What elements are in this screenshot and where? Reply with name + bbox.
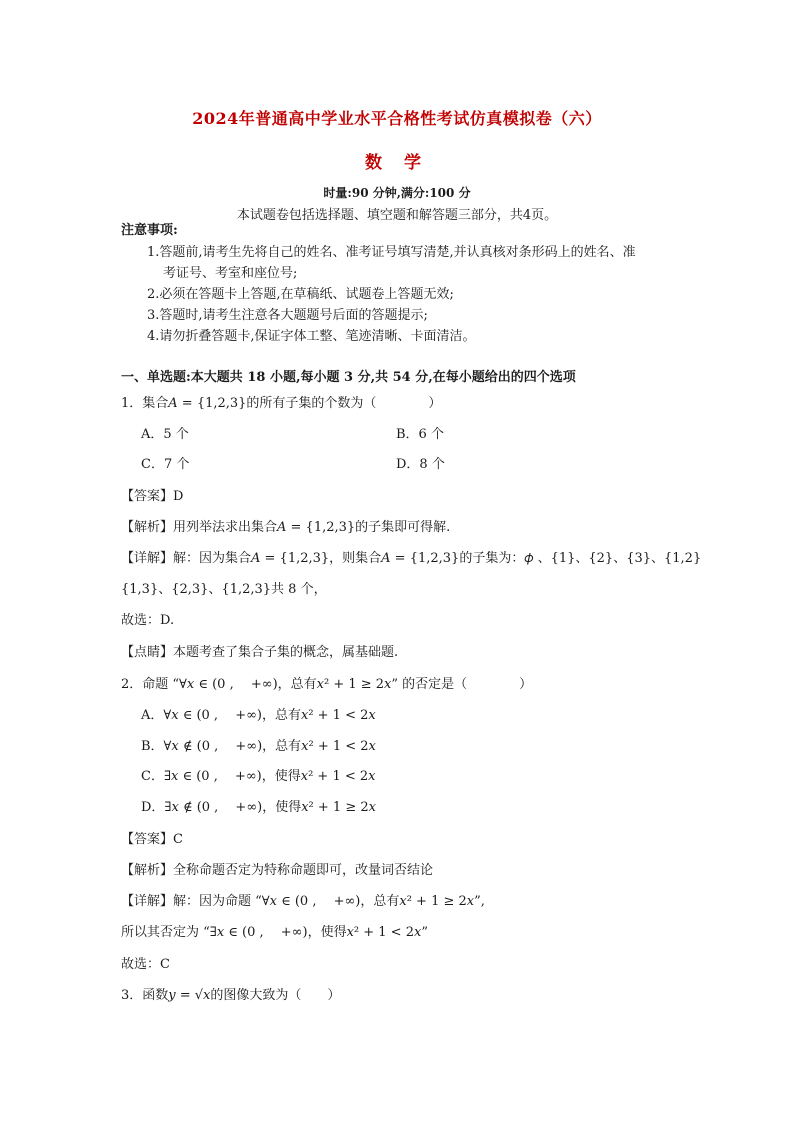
exam-duration-score: 时量:90 分钟,满分:100 分 (323, 186, 471, 200)
q1-detail-1: 【详解】解：因为集合𝐴 = {1,2,3}，则集合𝐴 = {1,2,3}的子集为：𝜙 、{1}、{2}、{3}、{1,2} (121, 551, 702, 566)
q1-option-b: B．6 个 (396, 427, 444, 442)
q2-stem: 2．命题 “∀𝑥 ∈ (0 , +∞)，总有𝑥² + 1 ≥ 2𝑥” 的否定是（ ） (121, 677, 533, 692)
q2-analysis: 【解析】全称命题否定为特称命题即可，改量词否结论 (121, 863, 434, 878)
q1-detail-2: {1,3}、{2,3}、{1,2,3}共 8 个， (121, 582, 327, 597)
q1-option-a: A．5 个 (141, 427, 189, 442)
notice-item-1: 1.答题前,请考生先将自己的姓名、准考证号填写清楚,并认真核对条形码上的姓名、准 (147, 245, 636, 260)
q1-answer: 【答案】D (121, 489, 184, 504)
q1-option-d: D．8 个 (396, 457, 445, 472)
q2-answer: 【答案】C (121, 832, 183, 847)
q2-detail-1: 【详解】解：因为命题 “∀𝑥 ∈ (0 , +∞)，总有𝑥² + 1 ≥ 2𝑥”, (121, 894, 485, 909)
notice-heading: 注意事项: (121, 223, 178, 238)
q2-option-a: A．∀𝑥 ∈ (0 , +∞)，总有𝑥² + 1 < 2𝑥 (141, 708, 376, 723)
q1-analysis: 【解析】用列举法求出集合𝐴 = {1,2,3}的子集即可得解. (121, 520, 451, 535)
subject-title: 数 学 (365, 153, 429, 173)
q3-stem: 3．函数𝑦 = √𝑥的图像大致为（ ） (121, 988, 341, 1003)
notice-item-3: 3.答题时,请考生注意各大题题号后面的答题提示; (147, 308, 428, 323)
q1-choose: 故选：D. (121, 613, 175, 628)
notice-item-1-cont: 考证号、考室和座位号; (163, 266, 298, 281)
q2-option-d: D．∃𝑥 ∉ (0 , +∞)，使得𝑥² + 1 ≥ 2𝑥 (141, 800, 376, 815)
q1-comment: 【点睛】本题考查了集合子集的概念，属基础题. (121, 645, 399, 660)
section-1-heading: 一、单选题:本大题共 18 小题,每小题 3 分,共 54 分,在每小题给出的四个选项 (121, 370, 576, 385)
exam-title: 2024年普通高中学业水平合格性考试仿真模拟卷（六） (192, 109, 602, 128)
notice-item-2: 2.必须在答题卡上答题,在草稿纸、试题卷上答题无效; (147, 287, 454, 302)
q2-option-b: B．∀𝑥 ∉ (0 , +∞)，总有𝑥² + 1 < 2𝑥 (141, 739, 376, 754)
q2-detail-2: 所以其否定为 “∃𝑥 ∈ (0 , +∞)，使得𝑥² + 1 < 2𝑥” (121, 925, 428, 940)
q2-choose: 故选：C (121, 957, 170, 972)
q2-option-c: C．∃𝑥 ∈ (0 , +∞)，使得𝑥² + 1 < 2𝑥 (141, 769, 376, 784)
q1-option-c: C．7 个 (141, 457, 190, 472)
q1-stem: 1．集合𝐴 = {1,2,3}的所有子集的个数为（ ） (121, 396, 442, 411)
notice-item-4: 4.请勿折叠答题卡,保证字体工整、笔迹清晰、卡面清洁。 (147, 329, 476, 344)
exam-intro: 本试题卷包括选择题、填空题和解答题三部分，共4页。 (236, 208, 558, 223)
